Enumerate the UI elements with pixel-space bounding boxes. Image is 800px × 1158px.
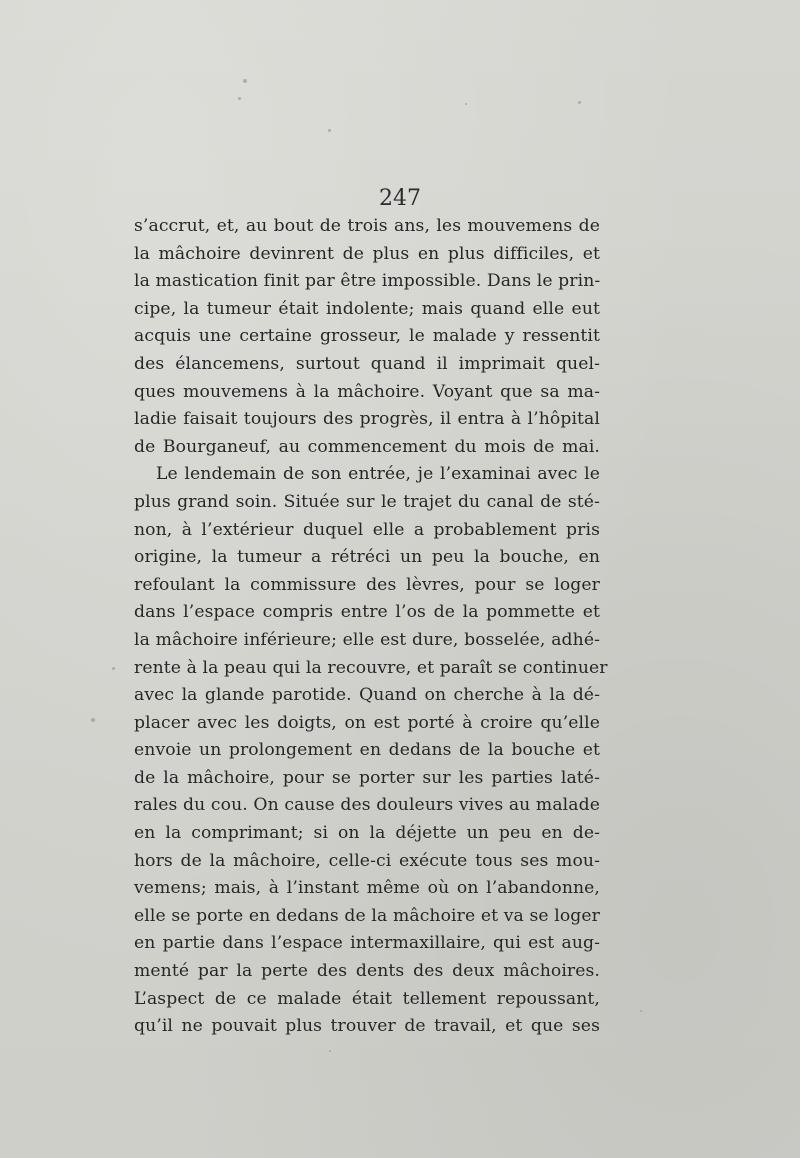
- paper-speck: [243, 79, 247, 83]
- paper-speck: [328, 129, 331, 132]
- text-line: elle se porte en dedans de la mâchoire et va se loger: [134, 905, 600, 926]
- paper-speck: [578, 101, 581, 104]
- paragraph-first-line: Le lendemain de son entrée, je l’examinai avec le: [156, 464, 600, 485]
- text-line: cipe, la tumeur était indolente; mais quand elle eut: [134, 298, 600, 319]
- text-line: qu’il ne pouvait plus trouver de travail, et que ses: [134, 1016, 600, 1037]
- text-line: envoie un prolongement en dedans de la bouche et: [134, 740, 600, 761]
- text-line: en partie dans l’espace intermaxillaire, qui est aug-: [134, 933, 600, 954]
- text-line: rales du cou. On cause des douleurs vives au malade: [134, 795, 600, 816]
- text-line: de Bourganeuf, au commencement du mois de mai.: [134, 436, 600, 457]
- text-line: la mastication finit par être impossible. Dans le prin-: [134, 271, 601, 292]
- text-line: placer avec les doigts, on est porté à croire qu’elle: [134, 712, 600, 733]
- text-line: hors de la mâchoire, celle-ci exécute tous ses mou-: [134, 850, 600, 871]
- text-line: origine, la tumeur a rétréci un peu la bouche, en: [134, 547, 600, 568]
- paper-speck: [238, 97, 241, 100]
- text-line: plus grand soin. Située sur le trajet du canal de sté-: [134, 491, 600, 512]
- text-line: s’accrut, et, au bout de trois ans, les mouvemens de: [134, 216, 600, 236]
- text-line: refoulant la commissure des lèvres, pour se loger: [134, 574, 600, 595]
- text-line: ques mouvemens à la mâchoire. Voyant que sa ma-: [134, 381, 600, 402]
- text-line: dans l’espace compris entre l’os de la pommette et: [134, 602, 600, 623]
- text-line: rente à la peau qui la recouvre, et paraît se continuer: [134, 657, 608, 678]
- paper-speck: [329, 1050, 331, 1052]
- text-line: acquis une certaine grosseur, le malade y ressentit: [134, 326, 600, 347]
- text-line: L’aspect de ce malade était tellement repoussant,: [134, 988, 600, 1009]
- text-line: en la comprimant; si on la déjette un peu en de-: [134, 823, 600, 844]
- text-line: la mâchoire inférieure; elle est dure, bosselée, adhé-: [134, 629, 600, 650]
- body-text: [134, 213, 608, 1041]
- text-line: vemens; mais, à l’instant même où on l’abandonne,: [134, 878, 600, 899]
- text-line: des élancemens, surtout quand il imprimait quel-: [134, 353, 600, 374]
- text-line: ladie faisait toujours des progrès, il entra à l’hôpital: [134, 409, 600, 430]
- page-number: 247: [379, 186, 421, 211]
- paper-speck: [640, 1010, 642, 1012]
- text-line: menté par la perte des dents des deux mâchoires.: [134, 961, 600, 982]
- text-line: de la mâchoire, pour se porter sur les parties laté-: [134, 767, 600, 788]
- text-line: avec la glande parotide. Quand on cherche à la dé-: [134, 685, 600, 706]
- paper-speck: [465, 103, 467, 105]
- paper-speck: [112, 667, 115, 670]
- text-line: la mâchoire devinrent de plus en plus difficiles, et: [134, 243, 600, 264]
- text-line: non, à l’extérieur duquel elle a probablement pris: [134, 519, 600, 540]
- paper-speck: [91, 718, 95, 722]
